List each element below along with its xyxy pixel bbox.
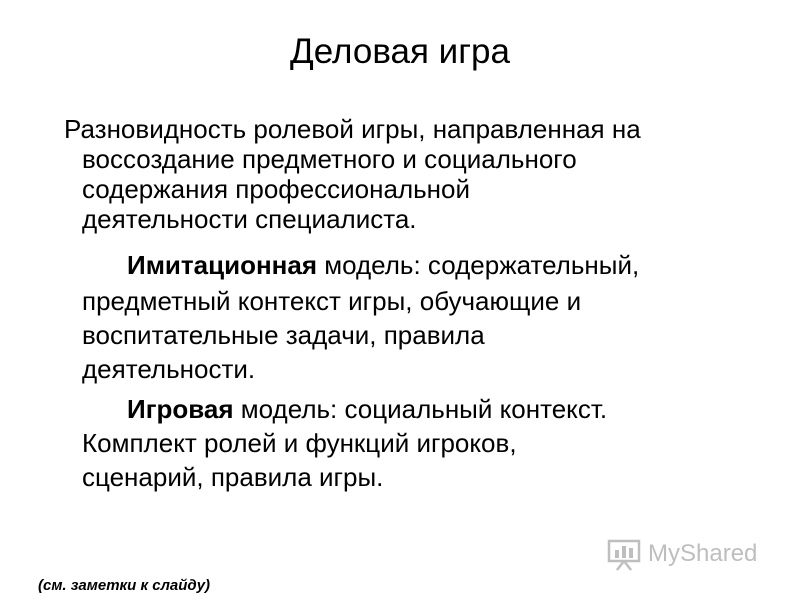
game-model-line-2: Комплект ролей и функций игроков,	[82, 428, 517, 458]
definition-line-3: содержания профессиональной	[82, 174, 471, 204]
definition-line-1: Разновидность ролевой игры, направленная на	[64, 114, 641, 144]
imitation-model-line-1	[127, 250, 639, 280]
game-model-line-3: сценарий, правила игры.	[82, 462, 384, 492]
game-model-term: Игровая	[127, 394, 234, 424]
imitation-model-line-4: деятельности.	[82, 354, 256, 384]
imitation-model-intro: модель: содержательный,	[317, 250, 640, 280]
game-model-intro: модель: социальный контекст.	[233, 394, 608, 424]
slide-title: Деловая игра	[290, 32, 510, 71]
watermark-text: MyShared	[648, 540, 758, 567]
imitation-model-line-3: воспитательные задачи, правила	[82, 320, 485, 350]
imitation-model-line-2: предметный контекст игры, обучающие и	[82, 286, 582, 316]
slide-footnote: (см. заметки к слайду)	[38, 577, 211, 594]
definition-line-2: воссоздание предметного и социального	[82, 144, 577, 174]
presentation-chart-icon	[606, 536, 642, 572]
game-model-line-1	[127, 394, 607, 424]
definition-line-4: деятельности специалиста.	[82, 204, 417, 234]
myshared-watermark	[606, 534, 766, 574]
imitation-model-term: Имитационная	[127, 250, 317, 280]
